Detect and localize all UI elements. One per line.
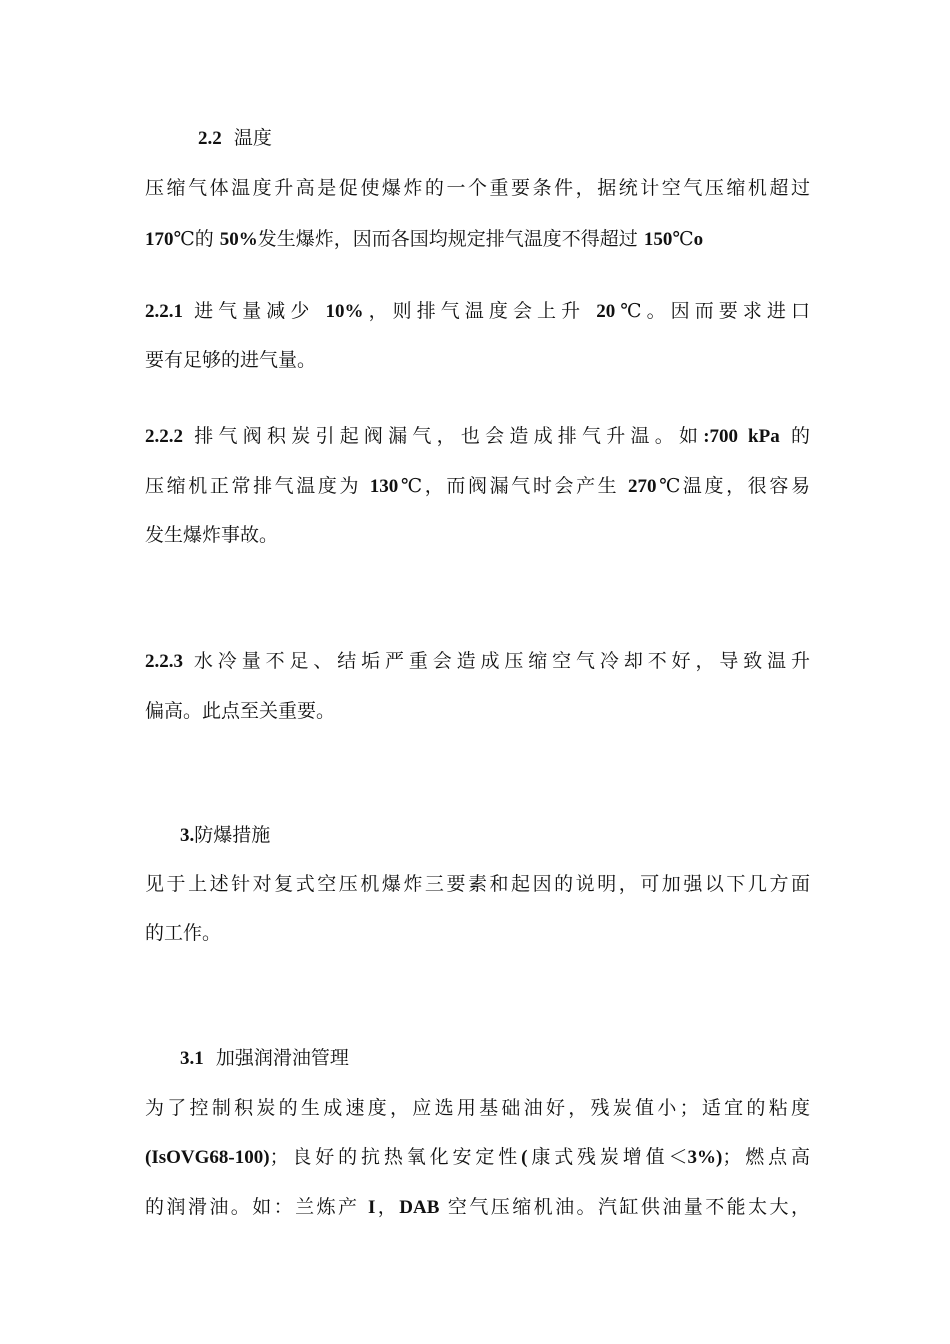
bold-run: (: [521, 1147, 528, 1168]
text-run: ℃，而阀漏气时会产生: [398, 475, 628, 497]
text-run: ℃: [672, 228, 694, 250]
bold-run: 10%: [325, 301, 364, 322]
paragraph-line: [145, 474, 810, 499]
section-title: 加强润滑油管理: [215, 1047, 349, 1069]
paragraph-line: 见于上述针对复式空压机爆炸三要素和起因的说明，可加强以下几方面: [145, 873, 810, 895]
paragraph-line: [145, 649, 810, 674]
text-run: 的润滑油。如：兰炼产: [145, 1196, 368, 1218]
paragraph-line: 为了控制积炭的生成速度，应选用基础油好，残炭值小；适宜的粘度: [145, 1097, 810, 1119]
paragraph-line: 压缩气体温度升高是促使爆炸的一个重要条件，据统计空气压缩机超过: [145, 177, 810, 199]
text-run: 水冷量不足、结垢严重会造成压缩空气冷却不好，导致温升: [183, 650, 810, 672]
text-run: ℃的: [173, 228, 220, 250]
text-run: 排气阀积炭引起阀漏气，也会造成排气升温。如: [183, 425, 704, 447]
section-3-heading: [180, 823, 845, 848]
bold-run: 2.2.3: [145, 651, 183, 672]
text-run: 康式残炭增值＜: [527, 1146, 688, 1168]
text-run: 压缩机正常排气温度为: [145, 475, 370, 497]
bold-run: 3%): [687, 1147, 723, 1168]
bold-run: 130: [369, 476, 399, 497]
bold-run: :700 kPa: [703, 426, 780, 447]
text-run: ℃。因而要求进口: [615, 300, 810, 322]
paragraph-line: 的工作。: [145, 922, 222, 944]
section-title: 防爆措施: [194, 824, 271, 846]
text-run: ；燃点高: [722, 1146, 810, 1168]
bold-run: 50%: [219, 229, 258, 250]
section-3-1-heading: [180, 1046, 845, 1071]
bold-run: 20: [596, 301, 616, 322]
bold-run: (IsOVG68-100): [145, 1147, 270, 1168]
paragraph-line: 偏高。此点至关重要。: [145, 700, 336, 722]
text-run: 进气量减少: [183, 300, 326, 322]
text-run: 的: [779, 425, 810, 447]
section-2-2-heading: [198, 126, 863, 151]
section-number: 3.1: [180, 1048, 204, 1069]
paragraph-line: 要有足够的进气量。: [145, 349, 317, 371]
paragraph-line: 发生爆炸事故。: [145, 524, 279, 546]
paragraph-line: [145, 424, 810, 449]
text-run: ，则排气温度会上升: [363, 300, 597, 322]
paragraph-line: [145, 1145, 810, 1170]
bold-run: o: [693, 229, 704, 250]
text-run: ，: [375, 1196, 400, 1218]
bold-run: I: [367, 1197, 376, 1218]
text-run: ℃温度，很容易: [656, 475, 810, 497]
bold-run: 2.2.2: [145, 426, 183, 447]
section-number: 2.2: [198, 128, 222, 149]
bold-run: DAB: [399, 1197, 440, 1218]
section-title: 温度: [233, 127, 272, 149]
bold-run: 2.2.1: [145, 301, 183, 322]
paragraph-line: [145, 1195, 810, 1220]
bold-run: 270: [627, 476, 657, 497]
text-run: 空气压缩机油。汽缸供油量不能太大，: [439, 1196, 810, 1218]
bold-run: 170: [145, 229, 174, 250]
paragraph-line: [145, 227, 810, 252]
text-run: ；良好的抗热氧化安定性: [269, 1146, 522, 1168]
text-run: 发生爆炸，因而各国均规定排气温度不得超过: [257, 228, 644, 250]
section-number: 3.: [180, 825, 195, 846]
paragraph-line: [145, 299, 810, 324]
bold-run: 150: [643, 229, 673, 250]
